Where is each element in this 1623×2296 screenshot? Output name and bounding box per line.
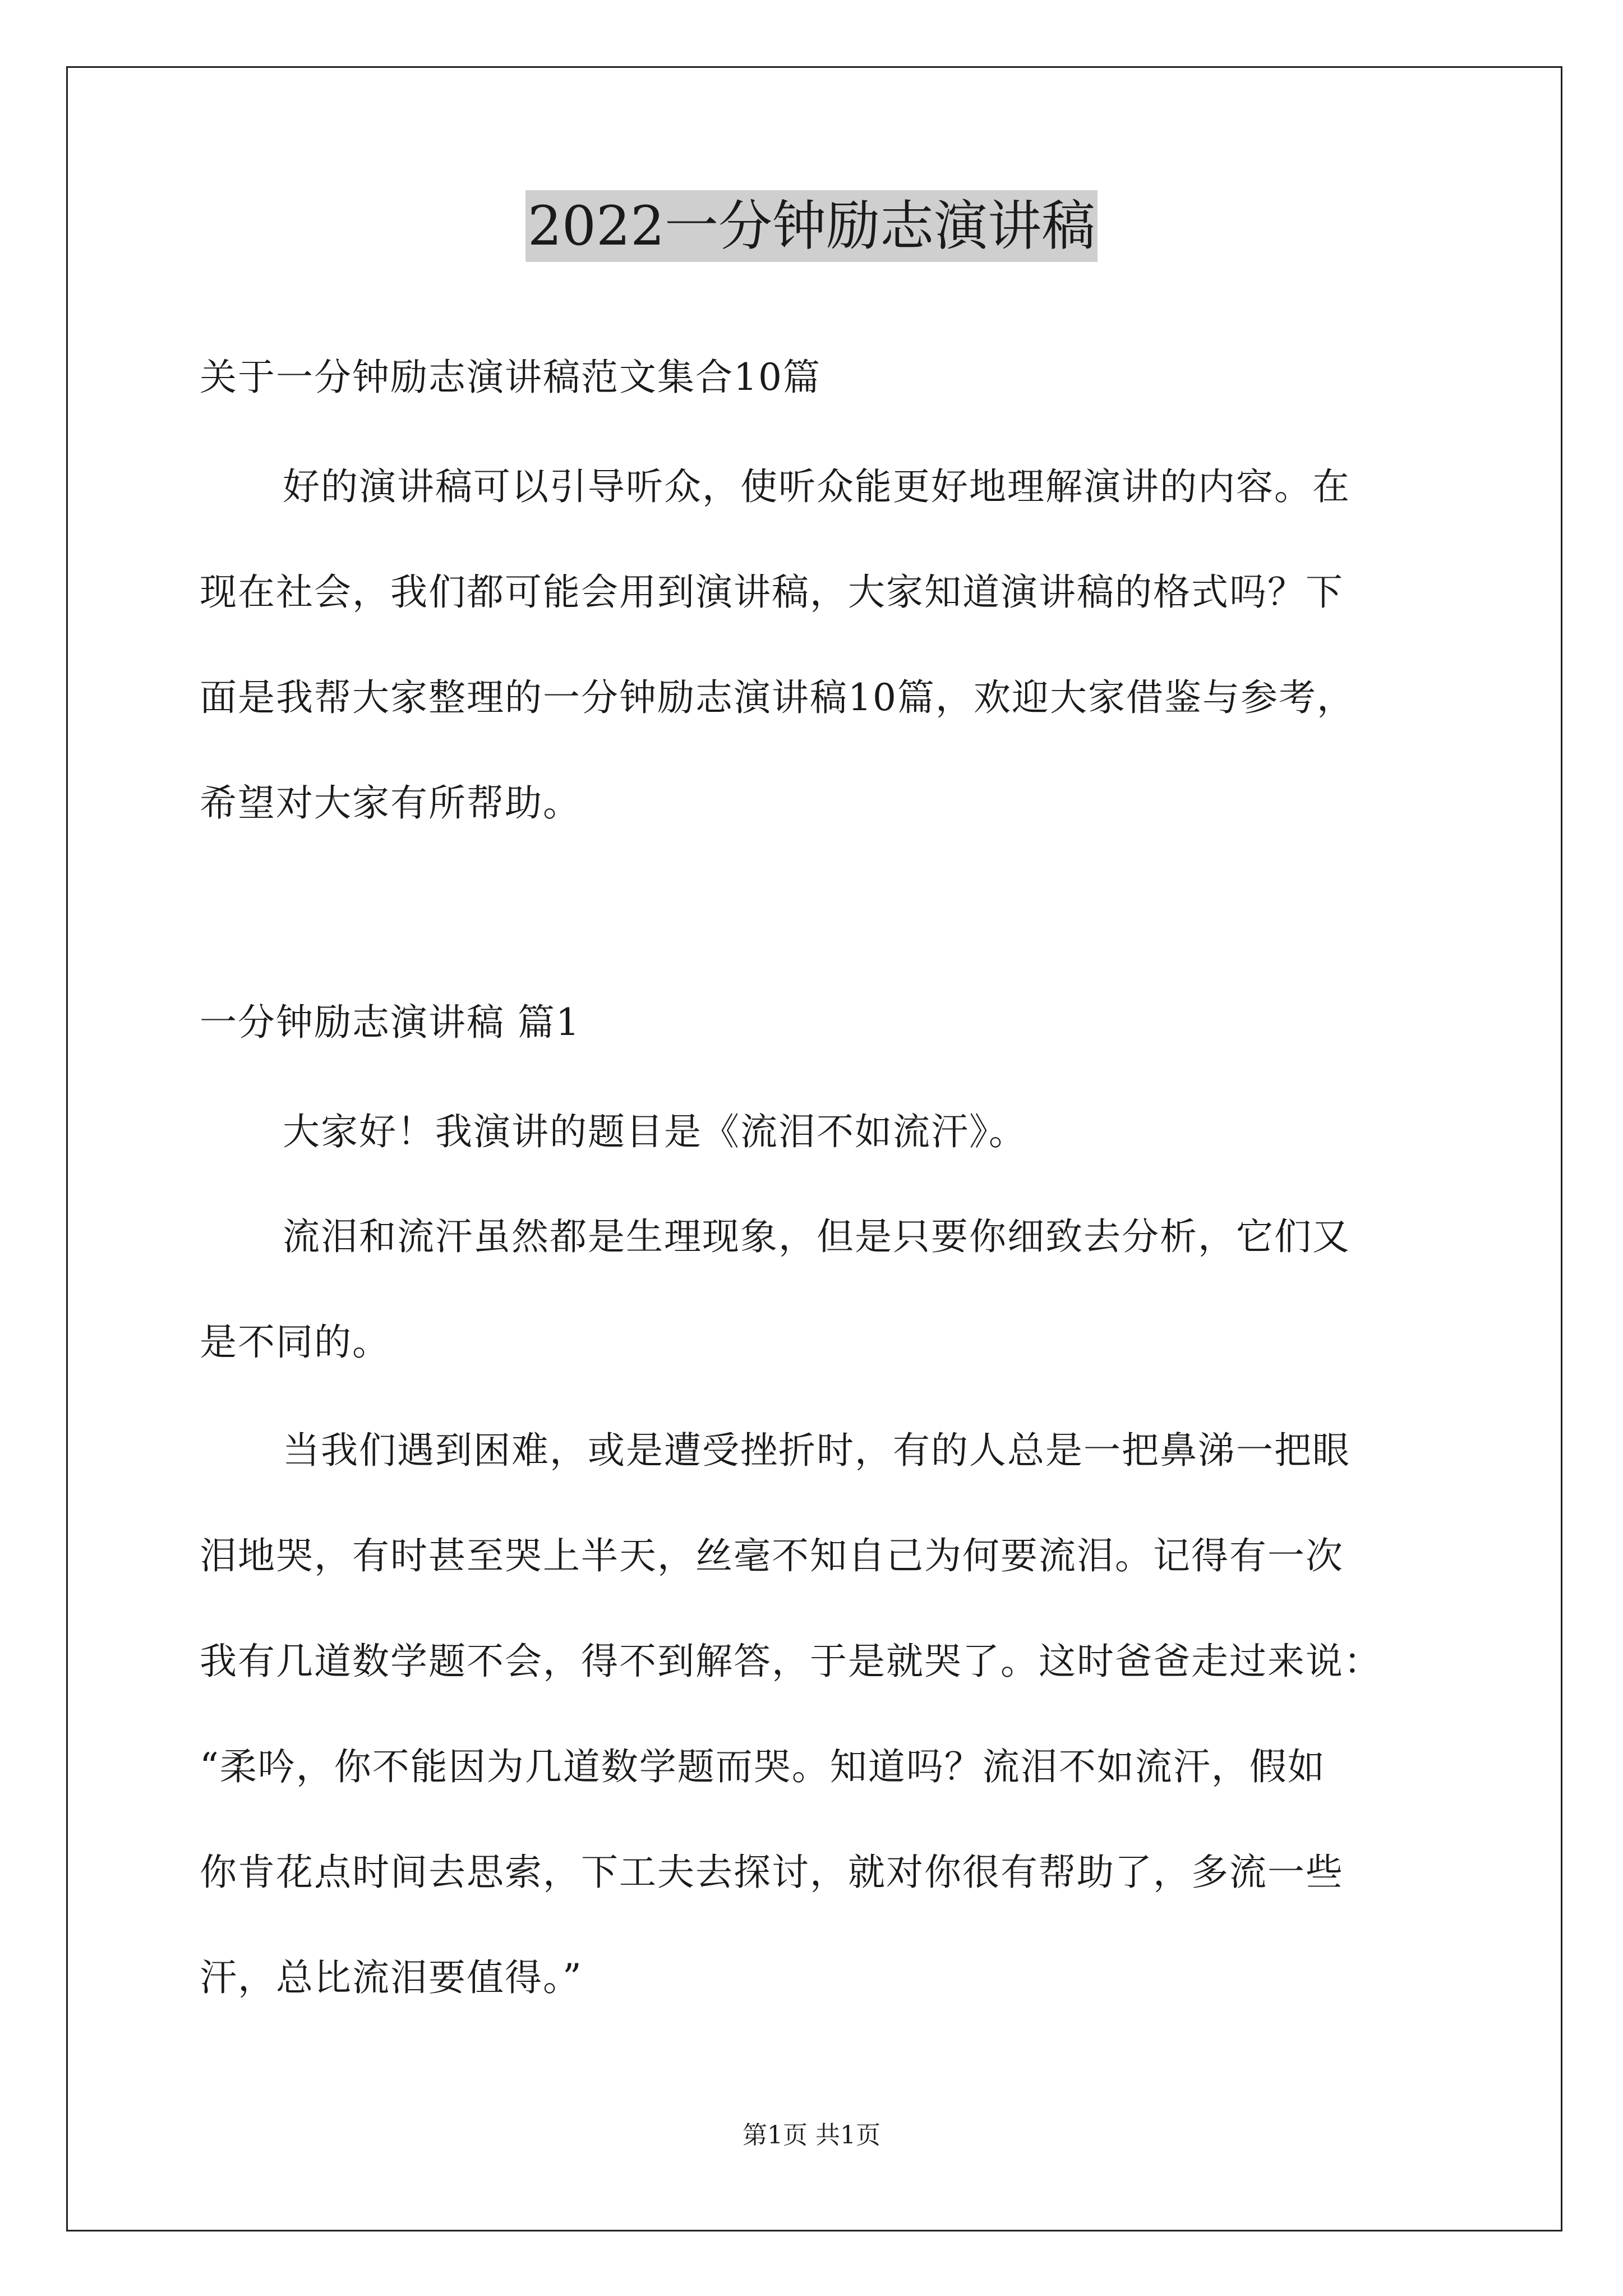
document-subtitle: 关于一分钟励志演讲稿范文集合10篇 bbox=[200, 356, 821, 399]
page-footer: 第1页 共1页 bbox=[743, 2121, 880, 2150]
intro-line-3: 面是我帮大家整理的一分钟励志演讲稿10篇，欢迎大家借鉴与参考， bbox=[200, 676, 1355, 719]
p3-line-4: “柔吟，你不能因为几道数学题而哭。知道吗？流泪不如流汗，假如 bbox=[200, 1745, 1326, 1788]
p3-line-3: 我有几道数学题不会，得不到解答，于是就哭了。这时爸爸走过来说： bbox=[200, 1640, 1382, 1683]
document-title-text: 2022一分钟励志演讲稿 bbox=[525, 190, 1098, 262]
p2-line-2: 是不同的。 bbox=[200, 1320, 390, 1364]
section-heading: 一分钟励志演讲稿 篇1 bbox=[200, 1001, 580, 1044]
p3-line-1: 当我们遇到困难，或是遭受挫折时，有的人总是一把鼻涕一把眼 bbox=[283, 1429, 1350, 1472]
intro-line-4: 希望对大家有所帮助。 bbox=[200, 781, 581, 825]
p1-line-1: 大家好！我演讲的题目是《流泪不如流汗》。 bbox=[283, 1110, 1027, 1153]
p3-line-5: 你肯花点时间去思索，下工夫去探讨，就对你很有帮助了，多流一些 bbox=[200, 1851, 1344, 1894]
intro-line-1: 好的演讲稿可以引导听众，使听众能更好地理解演讲的内容。在 bbox=[283, 465, 1350, 508]
p3-line-2: 泪地哭，有时甚至哭上半天，丝毫不知自己为何要流泪。记得有一次 bbox=[200, 1534, 1344, 1577]
p3-line-6: 汗，总比流泪要值得。” bbox=[200, 1956, 583, 1999]
document-title bbox=[0, 195, 1623, 257]
intro-line-2: 现在社会，我们都可能会用到演讲稿，大家知道演讲稿的格式吗？下 bbox=[200, 570, 1344, 614]
p2-line-1: 流泪和流汗虽然都是生理现象，但是只要你细致去分析，它们又 bbox=[283, 1215, 1350, 1258]
